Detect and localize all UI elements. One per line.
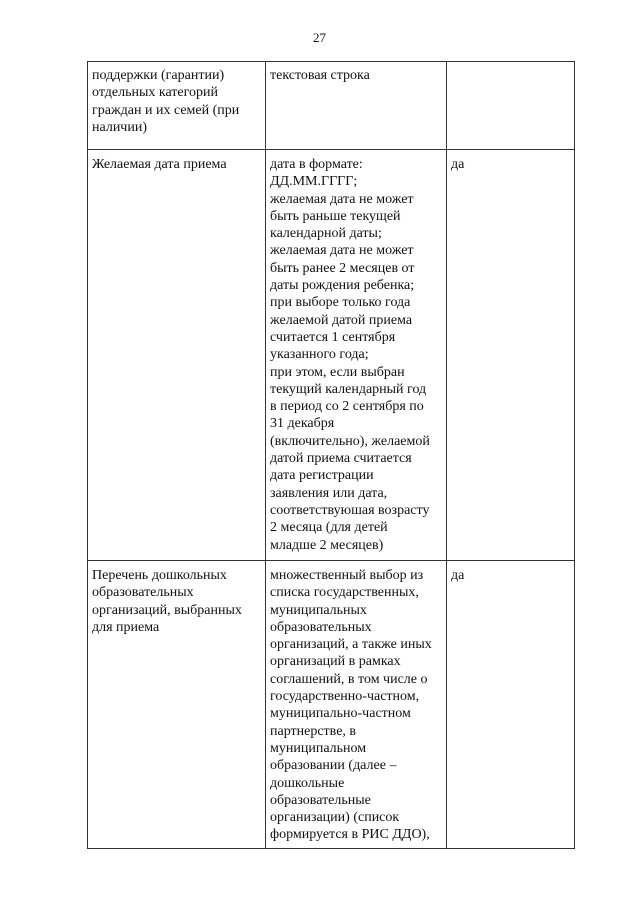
cell-text-line: формируется в РИС ДДО), bbox=[270, 827, 430, 843]
cell-text-line: списка государственных, bbox=[270, 585, 419, 601]
cell-text-line: при этом, если выбран bbox=[270, 364, 405, 380]
cell-text-line: при выборе только года bbox=[270, 295, 411, 311]
required-cell: да bbox=[447, 561, 575, 849]
cell-text-line: быть ранее 2 месяцев от bbox=[270, 260, 415, 276]
requirements-table bbox=[87, 61, 575, 849]
cell-text-line: дата в формате: bbox=[270, 157, 363, 172]
cell-text-line: образовании (далее – bbox=[270, 758, 397, 774]
table-row bbox=[88, 561, 575, 849]
cell-text-line: заявления или дата, bbox=[270, 485, 388, 501]
table-row bbox=[88, 150, 575, 561]
cell-text-line: (включительно), желаемой bbox=[270, 433, 430, 449]
cell-text-line: для приема bbox=[92, 619, 160, 635]
cell-text-line: указанного года; bbox=[270, 347, 369, 363]
cell-text-line: текстовая строка bbox=[270, 68, 370, 83]
format-cell bbox=[266, 561, 447, 849]
cell-text-line: соглашений, в том числе о bbox=[270, 671, 428, 687]
field-name-cell bbox=[88, 62, 266, 150]
field-name-cell bbox=[88, 561, 266, 849]
cell-text-line: отдельных категорий bbox=[92, 85, 219, 101]
cell-text-line: образовательных bbox=[92, 585, 194, 601]
cell-text-line: даты рождения ребенка; bbox=[270, 278, 415, 294]
cell-text-line: организаций, а также иных bbox=[270, 637, 432, 653]
cell-text-line: быть раньше текущей bbox=[270, 208, 401, 224]
table-body bbox=[88, 62, 575, 849]
cell-text-line: государственно-частном, bbox=[270, 689, 420, 705]
cell-text-line: 31 декабря bbox=[270, 416, 335, 432]
cell-text-line: партнерстве, в bbox=[270, 723, 357, 739]
cell-text-line: образовательные bbox=[270, 792, 371, 808]
cell-text-line: младше 2 месяцев) bbox=[270, 537, 384, 553]
format-cell bbox=[266, 62, 447, 150]
cell-text-line: календарной даты; bbox=[270, 226, 382, 242]
field-name-cell bbox=[88, 150, 266, 561]
required-cell bbox=[447, 62, 575, 150]
cell-text-line: желаемой датой приема bbox=[270, 312, 413, 328]
page-number: 27 bbox=[313, 30, 326, 45]
cell-text-line: организации) (список bbox=[270, 810, 400, 826]
cell-text-line: поддержки (гарантии) bbox=[92, 68, 225, 83]
cell-text-line: ДД.ММ.ГГГГ; bbox=[270, 174, 358, 190]
cell-text-line: 2 месяца (для детей bbox=[270, 520, 388, 536]
cell-text-line: граждан и их семей (при bbox=[92, 102, 240, 118]
cell-text-line: организаций в рамках bbox=[270, 654, 401, 670]
cell-text-line: считается 1 сентября bbox=[270, 329, 396, 345]
cell-text-line: образовательных bbox=[270, 619, 372, 635]
cell-text-line: текущий календарный год bbox=[270, 381, 427, 397]
cell-text-line: Желаемая дата приема bbox=[92, 157, 227, 172]
cell-text-line: Перечень дошкольных bbox=[92, 568, 227, 583]
cell-text-line: наличии) bbox=[92, 119, 147, 135]
cell-text-line: муниципально-частном bbox=[270, 706, 411, 722]
required-cell: да bbox=[447, 150, 575, 561]
cell-text-line: желаемая дата не может bbox=[270, 191, 414, 207]
cell-text-line: дошкольные bbox=[270, 775, 345, 791]
cell-text-line: соответствуюшая возрасту bbox=[270, 502, 430, 518]
cell-text-line: датой приема считается bbox=[270, 451, 412, 467]
cell-text-line: дата регистрации bbox=[270, 468, 374, 484]
cell-text-line: муниципальном bbox=[270, 740, 367, 756]
format-cell bbox=[266, 150, 447, 561]
cell-text-line: желаемая дата не может bbox=[270, 243, 414, 259]
cell-text-line: муниципальных bbox=[270, 602, 367, 618]
cell-text-line: в период со 2 сентября по bbox=[270, 399, 424, 415]
cell-text-line: организаций, выбранных bbox=[92, 602, 242, 618]
cell-text-line: множественный выбор из bbox=[270, 568, 424, 583]
table-row bbox=[88, 62, 575, 150]
